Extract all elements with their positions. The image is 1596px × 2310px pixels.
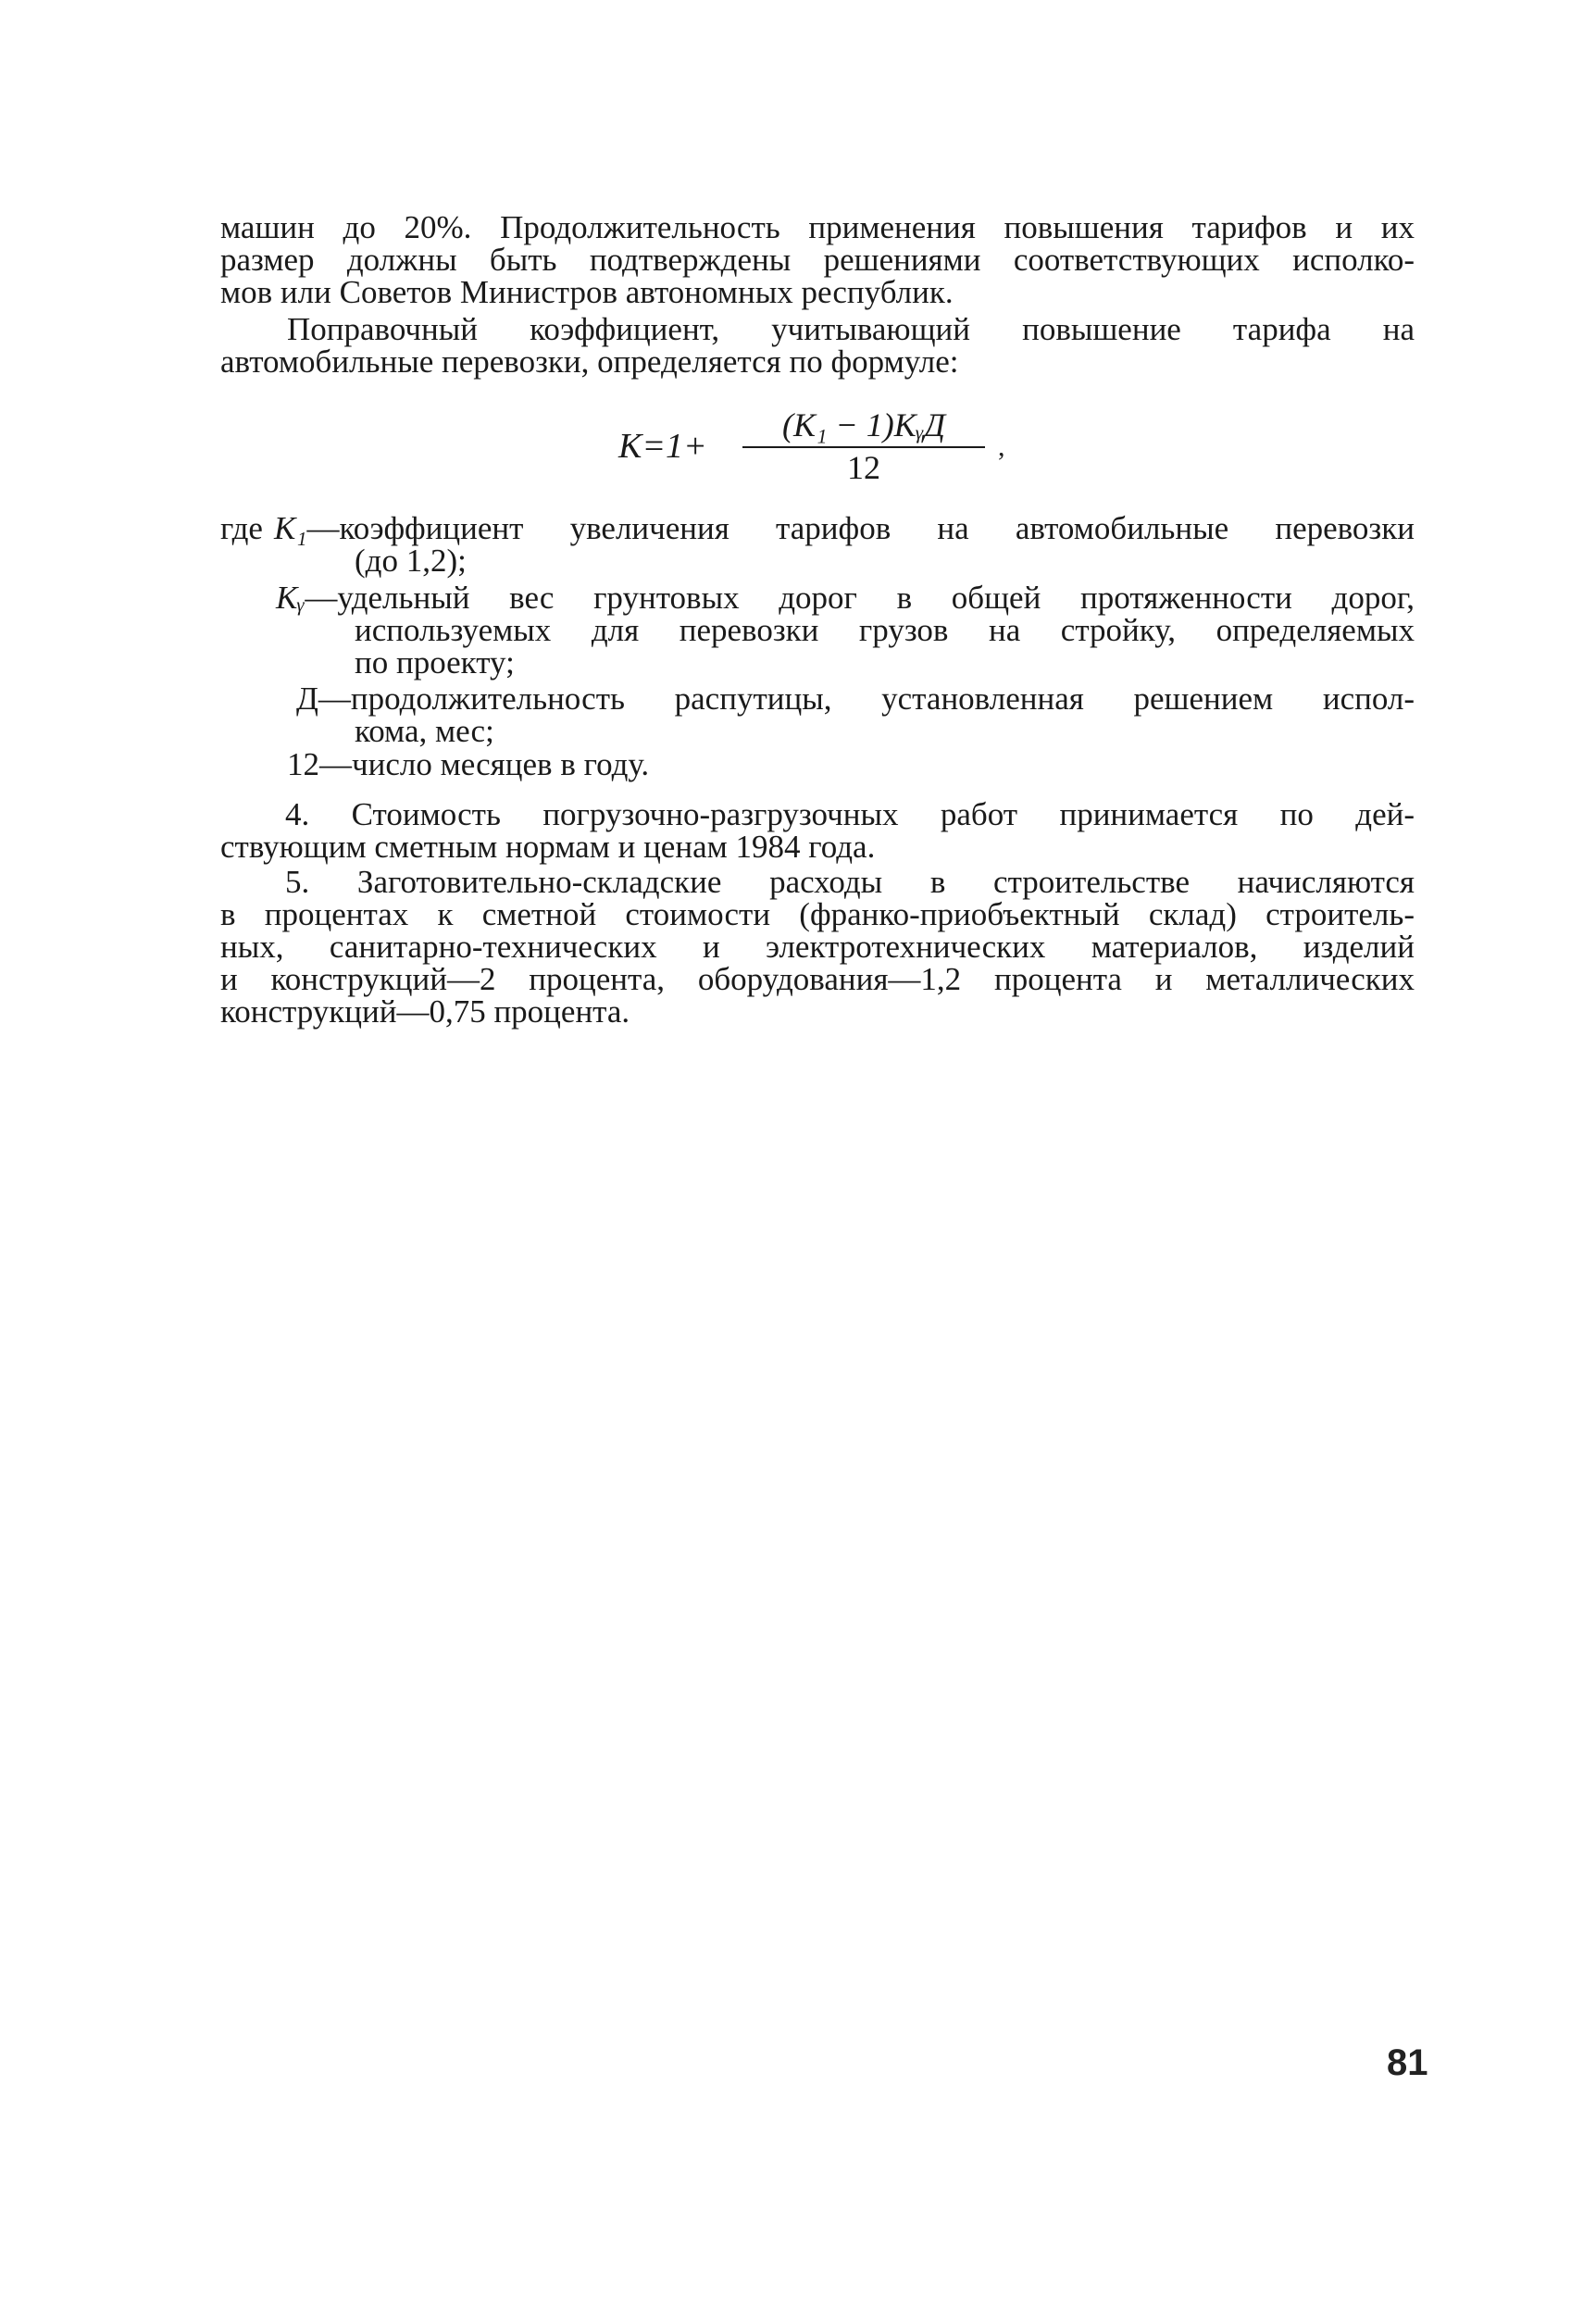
definition-symbol: Kᵧ: [276, 580, 305, 616]
paragraph-2: [220, 313, 1415, 378]
definition-k1: [274, 512, 1415, 544]
where-label: где: [220, 510, 263, 546]
item-4: [220, 798, 1415, 863]
page-number: 81: [1387, 2042, 1428, 2083]
definition-text: —удельный вес грунтовых дорог в общей протяженности дорог,: [305, 580, 1415, 616]
definition-twelve: [287, 748, 1415, 780]
definition-k1-cont: (до 1,2);: [355, 543, 467, 579]
item-5: [220, 866, 1415, 1028]
definition-symbol: K₁: [274, 510, 307, 546]
text-line: 5. Заготовительно-складские расходы в строительстве начисляются: [285, 864, 1415, 900]
formula-lhs: [618, 426, 707, 467]
text-line: в процентах к сметной стоимости (франко-приобъектный склад) строитель-: [220, 896, 1415, 932]
definition-text: —коэффициент увеличения тарифов на автомобильные перевозки: [306, 510, 1415, 546]
definition-symbol: Д: [296, 681, 318, 717]
definition-d-cont: кома, мес;: [355, 713, 494, 749]
definition-d: [296, 682, 1415, 715]
text-line: машин до 20%. Продолжительность применения повышения тарифов и их: [220, 209, 1415, 245]
text-line: ствующим сметным нормам и ценам 1984 года.: [220, 829, 876, 865]
text-line: ных, санитарно-технических и электротехнических материалов, изделий: [220, 929, 1415, 965]
text-line: мов или Советов Министров автономных республик.: [220, 274, 954, 310]
paragraph-1: [220, 211, 1415, 308]
formula-numerator: (K₁ − 1)KᵧД: [781, 406, 945, 443]
definition-ky-cont: по проекту;: [355, 644, 515, 681]
definition-text: —продолжительность распутицы, установленная решением испол-: [318, 681, 1415, 717]
text-line: и конструкций—2 процента, оборудования—1,2 процента и металлических: [220, 961, 1415, 997]
text-line: конструкций—0,75 процента.: [220, 993, 630, 1030]
formula-lhs-text: K=1+: [618, 427, 707, 466]
text-line: автомобильные перевозки, определяется по формуле:: [220, 343, 959, 380]
formula-fraction: [739, 404, 989, 487]
correction-formula: [618, 404, 1035, 496]
definition-symbol: 12: [287, 746, 319, 782]
text-line: размер должны быть подтверждены решениями соответствующих исполко-: [220, 242, 1415, 278]
text-line: Поправочный коэффициент, учитывающий повышение тарифа на: [287, 311, 1415, 347]
text-line: 4. Стоимость погрузочно-разгрузочных работ принимается по дей-: [285, 796, 1415, 832]
formula-denominator: 12: [847, 449, 880, 486]
definition-ky: [276, 581, 1415, 614]
formula-trail: ,: [998, 431, 1005, 462]
definition-ky-cont: используемых для перевозки грузов на стройку, определяемых: [355, 612, 1415, 648]
definition-text: —число месяцев в году.: [319, 746, 650, 782]
